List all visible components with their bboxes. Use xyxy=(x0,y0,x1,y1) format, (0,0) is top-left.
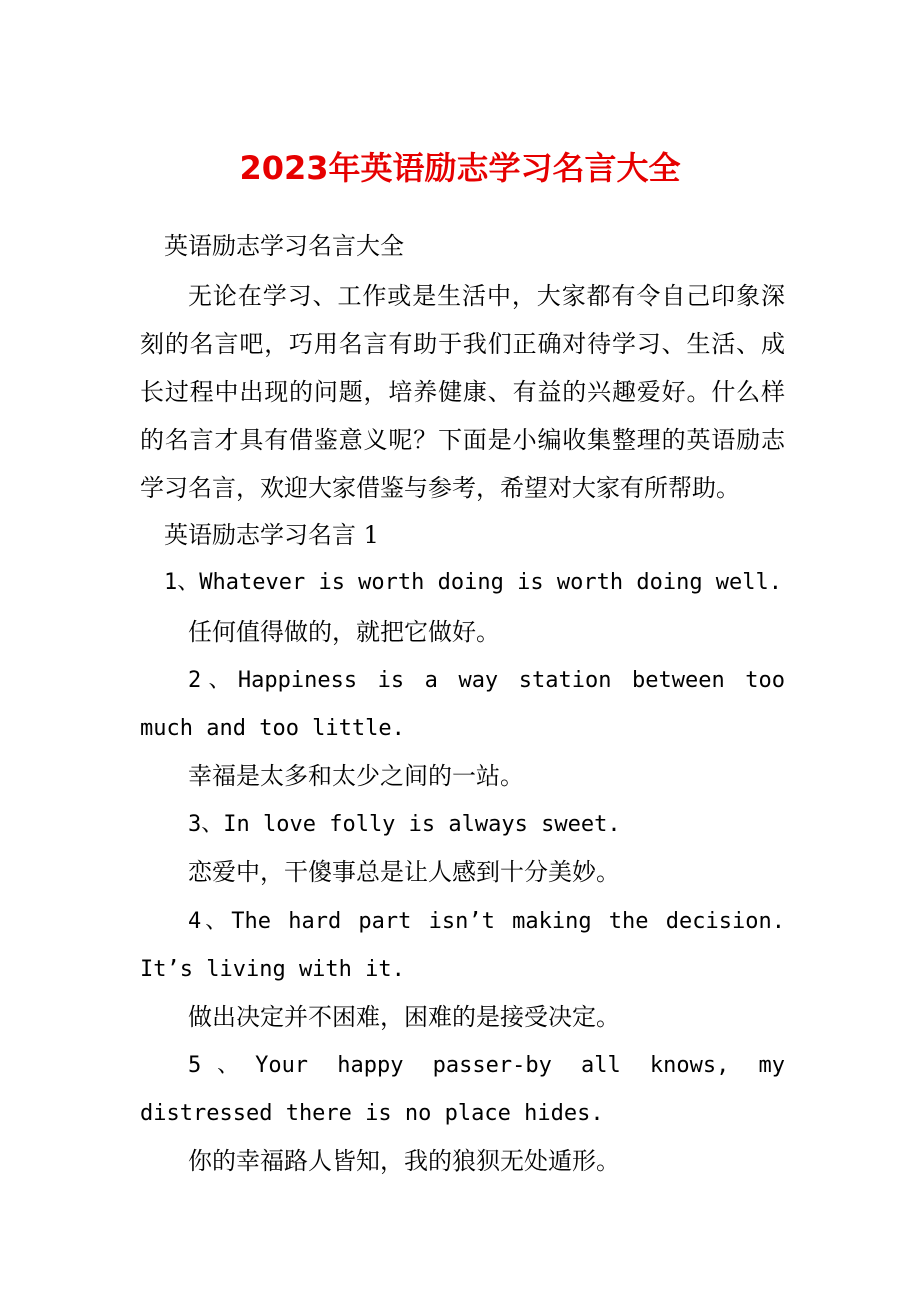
subtitle: 英语励志学习名言大全 xyxy=(164,232,404,260)
quote-2-english: 2、Happiness is a way station between too much and too little. xyxy=(140,668,785,741)
quote-3-english: 3、In love folly is always sweet. xyxy=(188,812,621,837)
section-heading: 英语励志学习名言 1 xyxy=(164,521,379,549)
quote-5-chinese: 你的幸福路人皆知，我的狼狈无处遁形。 xyxy=(188,1147,620,1175)
quote-2-chinese: 幸福是太多和太少之间的一站。 xyxy=(188,762,524,790)
intro-paragraph: 无论在学习、工作或是生活中，大家都有令自己印象深刻的名言吧，巧用名言有助于我们正确对待学习、生活、成长过程中出现的问题，培养健康、有益的兴趣爱好。什么样的名言才具有借鉴意义呢？下面是小编收集整理的英语励志学习名言，欢迎大家借鉴与参考，希望对大家有所帮助。 xyxy=(140,282,785,502)
quote-1-chinese: 任何值得做的，就把它做好。 xyxy=(188,618,500,646)
quote-4-chinese: 做出决定并不困难，困难的是接受决定。 xyxy=(188,1003,620,1031)
document-title: 2023年英语励志学习名言大全 xyxy=(239,149,681,187)
quote-5-english: 5、Your happy passer-by all knows, my distressed there is no place hides. xyxy=(140,1053,785,1126)
quote-1-english: 1、Whatever is worth doing is worth doing well. xyxy=(164,570,783,595)
quote-4-english: 4、The hard part isn’t making the decision. It’s living with it. xyxy=(140,909,785,982)
quote-3-chinese: 恋爱中，干傻事总是让人感到十分美妙。 xyxy=(188,858,620,886)
